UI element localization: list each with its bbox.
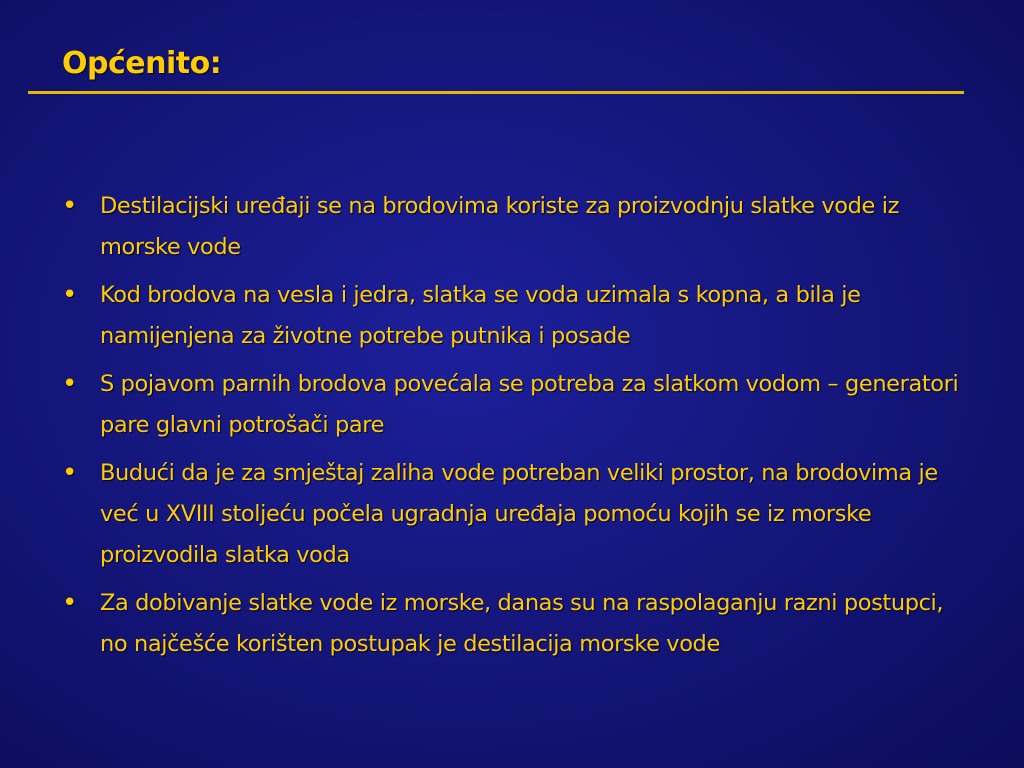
bullet-item: [60, 583, 965, 665]
bullet-text: S pojavom parnih brodova povećala se potreba za slatkom vodom – generatori pare glavni potrošači pare: [100, 371, 959, 438]
bullet-text: Destilacijski uređaji se na brodovima koriste za proizvodnju slatke vode iz morske vode: [100, 193, 899, 260]
bullet-text: Budući da je za smještaj zaliha vode potreban veliki prostor, na brodovima je već u XVIII stoljeću počela ugradnja uređaja pomoću kojih se iz morske proizvodila slatka voda: [100, 460, 938, 568]
bullet-icon: •: [62, 280, 77, 310]
bullet-item: [60, 453, 965, 576]
bullet-icon: •: [62, 369, 77, 399]
bullet-text: Kod brodova na vesla i jedra, slatka se voda uzimala s kopna, a bila je namijenjena za životne potrebe putnika i posade: [100, 282, 861, 349]
bullet-item: [60, 275, 965, 357]
title-underline: [28, 91, 964, 94]
bullet-icon: •: [62, 458, 77, 488]
bullet-list: [60, 186, 965, 672]
bullet-icon: •: [62, 191, 77, 221]
slide-title: Općenito:: [62, 46, 222, 81]
bullet-text: Za dobivanje slatke vode iz morske, danas su na raspolaganju razni postupci, no najčešće korišten postupak je destilacija morske vode: [100, 590, 944, 657]
bullet-icon: •: [62, 588, 77, 618]
bullet-item: [60, 186, 965, 268]
bullet-item: [60, 364, 965, 446]
